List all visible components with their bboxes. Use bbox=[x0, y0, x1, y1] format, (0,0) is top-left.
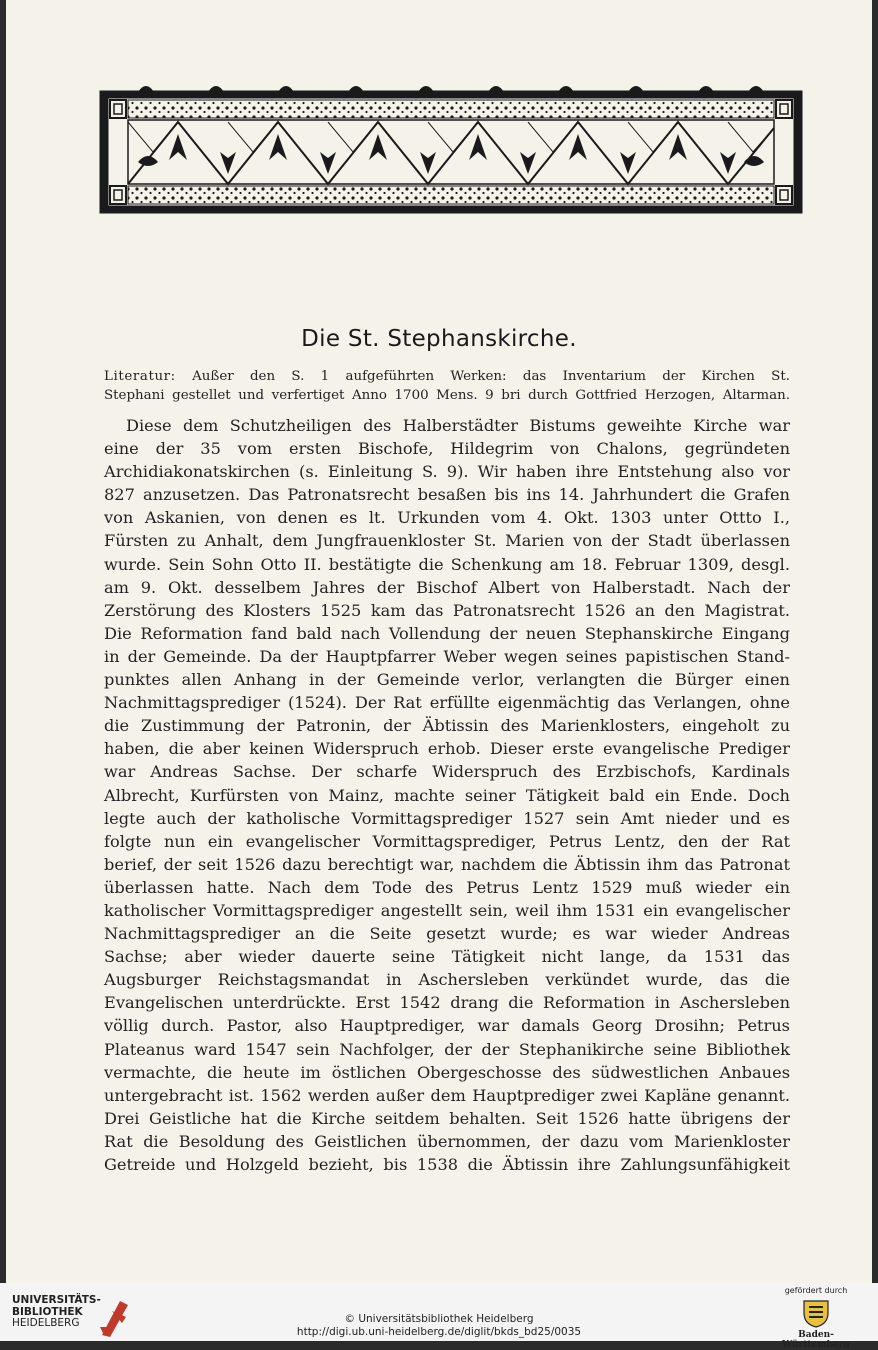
ornamental-header-band-icon bbox=[98, 78, 804, 218]
text-line: vermachte, die heute im östlichen Obergeschosse des südwestlichen Anbaues bbox=[104, 1062, 790, 1082]
text-line: die Zustimmung der Patronin, der Äbtissin des Marienklosters, eingeholt zu bbox=[104, 716, 790, 736]
text-line: folgte nun ein evangelischer Vormittagsprediger, Petrus Lentz, den der Rat bbox=[104, 831, 790, 851]
text-line: katholischer Vormittagsprediger angestellt sein, weil ihm 1531 ein evangelischer bbox=[104, 900, 790, 920]
literature-note bbox=[104, 368, 790, 405]
text-line: Albrecht, Kurfürsten von Mainz, machte seiner Tätigkeit bald ein Ende. Doch bbox=[104, 785, 790, 805]
text-line: 827 anzusetzen. Das Patronatsrecht besaßen bis ins 14. Jahrhundert die Grafen bbox=[104, 485, 790, 505]
text-line: war Andreas Sachse. Der scharfe Widerspruch des Erzbischofs, Kardinals bbox=[104, 762, 790, 782]
copyright-block bbox=[0, 1313, 878, 1339]
permalink[interactable]: http://digi.ub.uni-heidelberg.de/diglit/bkds_bd25/0035 bbox=[296, 1326, 582, 1338]
text-line: haben, die aber keinen Widerspruch erhob. Dieser erste evangelische Prediger bbox=[104, 739, 790, 759]
text-line: Evangelischen unterdrückte. Erst 1542 drang die Reformation in Aschersleben bbox=[104, 993, 790, 1013]
sponsor-block bbox=[766, 1286, 866, 1350]
library-name-line-2: BIBLIOTHEK bbox=[12, 1305, 83, 1318]
text-line: legte auch der katholische Vormittagsprediger 1527 sein Amt nieder und es bbox=[104, 808, 790, 828]
text-line: überlassen hatte. Nach dem Tode des Petrus Lentz 1529 muß wieder ein bbox=[104, 877, 790, 897]
library-name-line-3: HEIDELBERG bbox=[12, 1317, 80, 1329]
text-line: eine der 35 vom ersten Bischofe, Hildegrim von Chalons, gegründeten bbox=[104, 439, 790, 459]
body-text bbox=[104, 414, 790, 1176]
viewer-footer bbox=[0, 1283, 878, 1350]
text-line: Drei Geistliche hat die Kirche seitdem behalten. Seit 1526 hatte übrigens der bbox=[104, 1108, 790, 1128]
literature-label: Literatur: bbox=[104, 369, 176, 384]
text-line: Plateanus ward 1547 sein Nachfolger, der der Stephanikirche seine Bibliothek bbox=[104, 1039, 790, 1059]
text-line: Sachse; aber wieder dauerte seine Tätigkeit nicht lange, da 1531 das bbox=[104, 947, 790, 967]
document-page bbox=[6, 0, 872, 1283]
text-line: Augsburger Reichstagsmandat in Aschersleben verkündet wurde, das die bbox=[104, 970, 790, 990]
copyright-text: © Universitätsbibliothek Heidelberg bbox=[344, 1313, 534, 1325]
text-line: Archidiakonatskirchen (s. Einleitung S. 9). Wir haben ihre Entstehung also vor bbox=[104, 462, 790, 482]
text-line: wurde. Sein Sohn Otto II. bestätigte die Schenkung am 18. Februar 1309, desgl. bbox=[104, 554, 790, 574]
text-line: von Askanien, von denen es lt. Urkunden vom 4. Okt. 1303 unter Ottto I., bbox=[104, 508, 790, 528]
text-line: Getreide und Holzgeld bezieht, bis 1538 die Äbtissin ihre Zahlungsunfähigkeit bbox=[104, 1155, 790, 1174]
text-line: Diese dem Schutzheiligen des Halberstädter Bistums geweihte Kirche war bbox=[126, 416, 790, 435]
text-line: untergebracht ist. 1562 werden außer dem Hauptprediger zwei Kapläne genannt. bbox=[104, 1085, 790, 1105]
text-line: in der Gemeinde. Da der Hauptpfarrer Weber wegen seines papistischen Stand- bbox=[104, 646, 790, 666]
text-line: Nachmittagsprediger (1524). Der Rat erfüllte eigenmächtig das Verlangen, ohne bbox=[104, 693, 790, 713]
text-line: berief, der seit 1526 dazu berechtigt war, nachdem die Äbtissin ihm das Patronat bbox=[104, 854, 790, 874]
text-line: Die Reformation fand bald nach Vollendung der neuen Stephanskirche Eingang bbox=[104, 623, 790, 643]
literature-line-2: Stephani gestellet und verfertiget Anno 1700 Mens. 9 bri durch Gottfried Herzogen, Altarman. bbox=[104, 387, 790, 403]
sponsor-name: Baden-Württemberg bbox=[782, 1330, 850, 1350]
text-line: am 9. Okt. desselbem Jahres der Bischof Albert von Halberstadt. Nach der bbox=[104, 577, 790, 597]
text-line: Fürsten zu Anhalt, dem Jungfrauenkloster St. Marien von der Stadt überlassen bbox=[104, 531, 790, 551]
text-line: Nachmittagsprediger an die Seite gesetzt wurde; es war wieder Andreas bbox=[104, 924, 790, 944]
library-name-line-1: UNIVERSITÄTS- bbox=[12, 1294, 101, 1306]
text-line: Zerstörung des Klosters 1525 kam das Patronatsrecht 1526 an den Magistrat. bbox=[104, 600, 790, 620]
state-crest-icon bbox=[799, 1298, 833, 1328]
text-line: punktes allen Anhang in der Gemeinde verlor, verlangten die Bürger einen bbox=[104, 670, 790, 690]
page-title: Die St. Stephanskirche. bbox=[301, 326, 577, 352]
sponsor-label: gefördert durch bbox=[784, 1286, 848, 1295]
literature-line-1: Außer den S. 1 aufgeführten Werken: das Inventarium der Kirchen St. bbox=[192, 369, 790, 384]
text-line: völlig durch. Pastor, also Hauptprediger, war damals Georg Drosihn; Petrus bbox=[104, 1016, 790, 1036]
text-line: Rat die Besoldung des Geistlichen übernommen, der dazu vom Marienkloster bbox=[104, 1131, 790, 1151]
